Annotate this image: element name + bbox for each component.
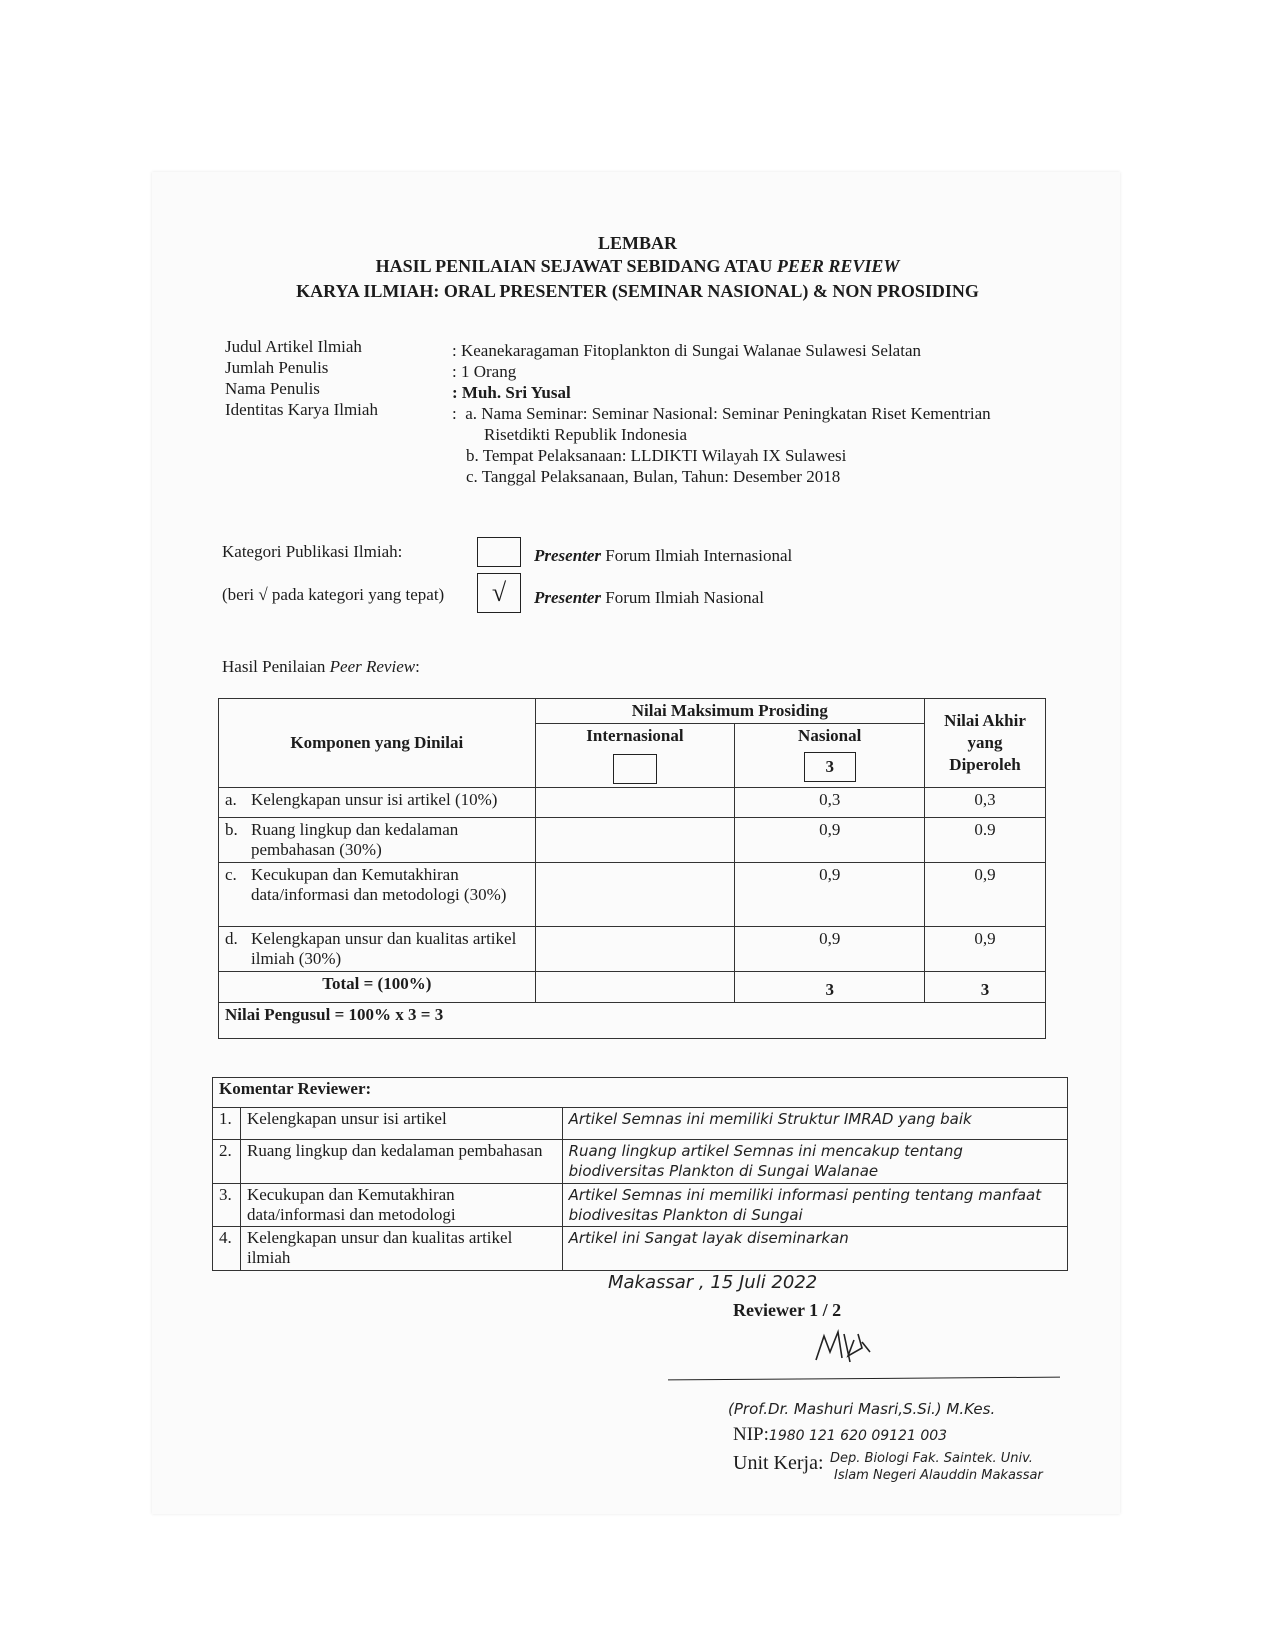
doc-title-line3: KARYA ILMIAH: ORAL PRESENTER (SEMINAR NASIONAL) & NON PROSIDING	[296, 281, 979, 301]
score-row-internasional	[535, 927, 735, 972]
comment-row	[213, 1184, 1068, 1227]
score-row-nasional: 0,9	[735, 927, 925, 972]
reviewer-label: Reviewer 1 / 2	[733, 1300, 842, 1320]
comment-row-text: Ruang lingkup artikel Semnas ini mencakup tentang biodiversitas Plankton di Sungai Walanae	[562, 1140, 1067, 1184]
score-row	[219, 788, 1046, 818]
comment-row	[213, 1140, 1068, 1184]
value-identitas-a2: Risetdikti Republik Indonesia	[484, 425, 688, 444]
header-nilai-maksimum: Nilai Maksimum Prosiding	[535, 699, 925, 724]
score-table	[218, 698, 1046, 1039]
total-akhir: 3	[925, 972, 1046, 1003]
comments-heading: Komentar Reviewer:	[213, 1078, 1068, 1108]
comment-row-text: Artikel Semnas ini memiliki informasi penting tentang manfaat biodivesitas Plankton di Sungai	[562, 1184, 1067, 1227]
kategori-label: Kategori Publikasi Ilmiah:	[222, 542, 403, 561]
signature-scribble	[810, 1322, 890, 1370]
doc-title-line2: HASIL PENILAIAN SEJAWAT SEBIDANG ATAU PEER REVIEW	[375, 256, 900, 276]
label-judul: Judul Artikel Ilmiah	[225, 337, 362, 356]
comment-row-number: 3.	[213, 1184, 241, 1227]
header-nilai-akhir: Nilai Akhir yang Diperoleh	[925, 699, 1046, 788]
value-identitas-b: b. Tempat Pelaksanaan: LLDIKTI Wilayah IX Sulawesi	[466, 446, 847, 465]
header-nasional: Nasional 3	[735, 724, 925, 788]
total-internasional	[535, 972, 735, 1003]
comment-row-text: Artikel ini Sangat layak diseminarkan	[562, 1227, 1067, 1271]
value-identitas-a: : a. Nama Seminar: Seminar Nasional: Seminar Peningkatan Riset Kementrian	[452, 404, 991, 423]
total-label: Total = (100%)	[219, 972, 536, 1003]
header-komponen: Komponen yang Dinilai	[219, 699, 536, 788]
comments-table	[212, 1077, 1068, 1271]
score-row-akhir: 0,9	[925, 927, 1046, 972]
label-nama: Nama Penulis	[225, 379, 320, 398]
comment-row-number: 4.	[213, 1227, 241, 1271]
comment-row-label: Ruang lingkup dan kedalaman pembahasan	[240, 1140, 562, 1184]
score-row	[219, 927, 1046, 972]
value-nama: : Muh. Sri Yusal	[452, 383, 571, 402]
comment-row-number: 1.	[213, 1108, 241, 1140]
score-row-label: c. Kecukupan dan Kemutakhiran data/informasi dan metodologi (30%)	[219, 863, 536, 927]
score-row-akhir: 0,9	[925, 863, 1046, 927]
score-row-nasional: 0,9	[735, 863, 925, 927]
score-row-label: b. Ruang lingkup dan kedalaman pembahasan (30%)	[219, 818, 536, 863]
score-row-nasional: 0,9	[735, 818, 925, 863]
doc-title-line1: LEMBAR	[597, 233, 677, 253]
score-row-akhir: 0.9	[925, 818, 1046, 863]
kategori-option-nasional: Presenter Forum Ilmiah Nasional	[534, 588, 764, 607]
info-labels	[225, 336, 378, 420]
score-row-internasional	[535, 863, 735, 927]
reviewer-name: (Prof.Dr. Mashuri Masri,S.Si.) M.Kes.	[728, 1400, 996, 1418]
comment-row-label: Kecukupan dan Kemutakhiran data/informasi dan metodologi	[240, 1184, 562, 1227]
checkbox-nasional[interactable]: √	[477, 573, 521, 613]
kategori-option-internasional: Presenter Forum Ilmiah Internasional	[534, 546, 793, 565]
comment-row-label: Kelengkapan unsur isi artikel	[240, 1108, 562, 1140]
nilai-pengusul: Nilai Pengusul = 100% x 3 = 3	[219, 1003, 1046, 1039]
place-date: Makassar , 15 Juli 2022	[608, 1272, 818, 1293]
comment-row-number: 2.	[213, 1140, 241, 1184]
score-row-label: d. Kelengkapan unsur dan kualitas artikel ilmiah (30%)	[219, 927, 536, 972]
score-row-label: a. Kelengkapan unsur isi artikel (10%)	[219, 788, 536, 818]
comment-row	[213, 1108, 1068, 1140]
score-row	[219, 863, 1046, 927]
comment-row-text: Artikel Semnas ini memiliki Struktur IMRAD yang baik	[562, 1108, 1067, 1140]
nip-row: NIP:1980 121 620 09121 003	[733, 1424, 948, 1445]
value-jumlah: : 1 Orang	[452, 362, 517, 381]
hasil-label: Hasil Penilaian Peer Review:	[222, 657, 420, 676]
box-internasional	[613, 754, 657, 784]
total-nasional: 3	[735, 972, 925, 1003]
label-jumlah: Jumlah Penulis	[225, 358, 329, 377]
header-internasional: Internasional	[535, 724, 735, 788]
score-row-akhir: 0,3	[925, 788, 1046, 818]
kategori-instruction: (beri √ pada kategori yang tepat)	[222, 585, 445, 604]
score-row-internasional	[535, 818, 735, 863]
score-row-internasional	[535, 788, 735, 818]
comment-row-label: Kelengkapan unsur dan kualitas artikel ilmiah	[240, 1227, 562, 1271]
unit-kerja-label: Unit Kerja:	[733, 1452, 824, 1474]
score-row-nasional: 0,3	[735, 788, 925, 818]
checkbox-internasional[interactable]	[477, 537, 521, 567]
value-judul: : Keanekaragaman Fitoplankton di Sungai Walanae Sulawesi Selatan	[452, 341, 921, 360]
score-row	[219, 818, 1046, 863]
box-nasional: 3	[804, 752, 856, 782]
value-identitas-c: c. Tanggal Pelaksanaan, Bulan, Tahun: Desember 2018	[466, 467, 841, 486]
info-values	[452, 340, 1072, 487]
label-identitas: Identitas Karya Ilmiah	[225, 400, 378, 419]
unit-kerja-value: Dep. Biologi Fak. Saintek. Univ. Islam Negeri Alauddin Makassar	[830, 1451, 1043, 1483]
comment-row	[213, 1227, 1068, 1271]
